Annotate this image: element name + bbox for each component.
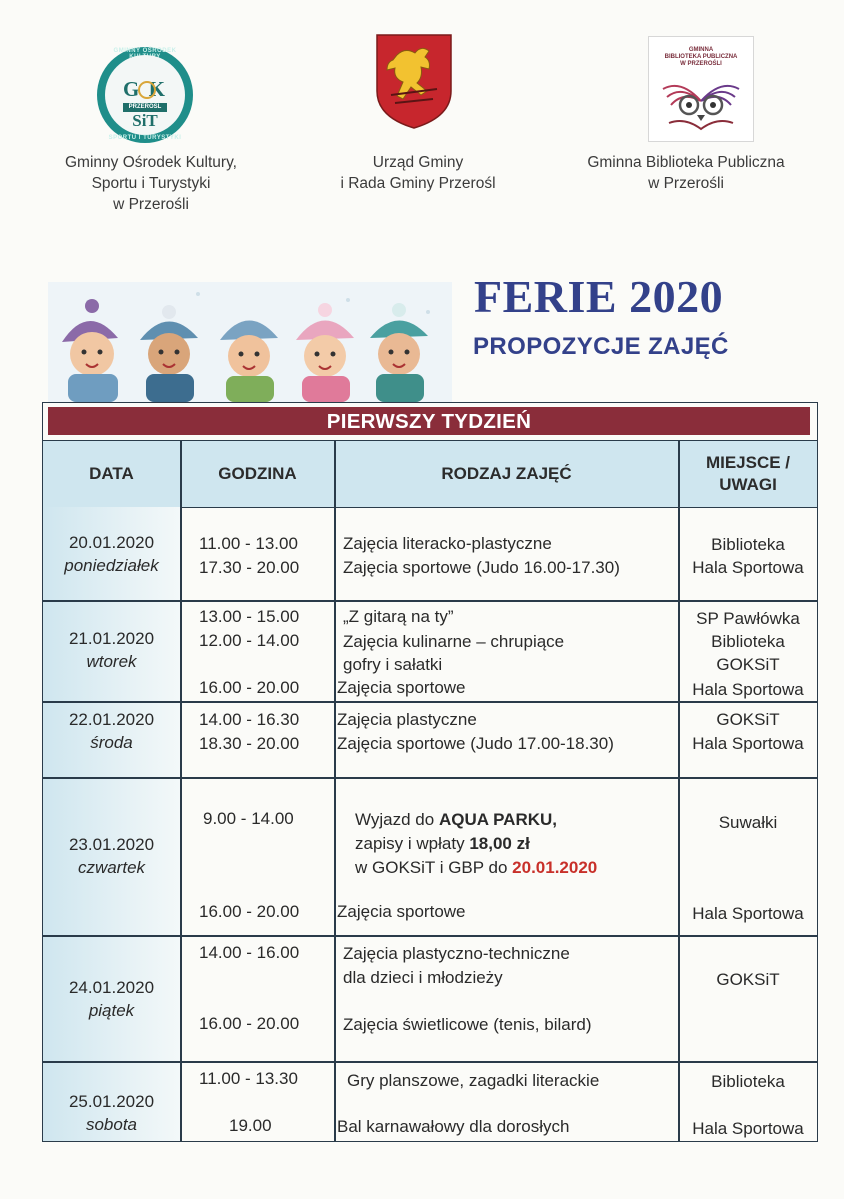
library-logo-text: GMINNA BIBLIOTEKA PUBLICZNA W PRZEROŚLI — [664, 47, 738, 67]
kids-illustration — [48, 282, 452, 407]
place-text: Biblioteka — [711, 535, 785, 554]
place-text: GOKSiT — [716, 710, 780, 729]
column-divider — [334, 440, 336, 1141]
schedule-table — [42, 402, 818, 1142]
activity-text: Zajęcia plastyczne — [337, 710, 477, 729]
row-date — [43, 1090, 180, 1136]
activity-text: dla dzieci i młodzieży — [343, 968, 503, 987]
activity-text: gofry i sałatki — [343, 655, 443, 674]
day-name: wtorek — [86, 652, 137, 671]
time-value: 11.00 - 13.30 — [199, 1069, 298, 1088]
activity-text: Zajęcia kulinarne – chrupiące — [343, 632, 565, 651]
gok-ring-bottom-text: SPORTU I TURYSTYKI — [108, 135, 182, 141]
activity-text: „Z gitarą na ty” — [343, 607, 454, 626]
column-divider — [180, 440, 182, 1141]
row-divider — [43, 777, 817, 779]
activity-text: Zajęcia sportowe — [337, 902, 466, 921]
page-subtitle: PROPOZYCJE ZAJĘĆ — [473, 333, 729, 360]
header-time: GODZINA — [218, 464, 297, 483]
time-value: 16.00 - 20.00 — [199, 1014, 300, 1033]
municipality-caption: Urząd Gminy i Rada Gminy Przerośl — [340, 154, 496, 192]
place-text: Biblioteka — [711, 632, 785, 651]
date-value: 22.01.2020 — [68, 710, 155, 729]
time-value: 16.00 - 20.00 — [199, 902, 300, 921]
gok-letters: G K — [123, 77, 167, 101]
row-date — [43, 531, 180, 577]
activity-text: Zajęcia sportowe (Judo 17.00-18.30) — [337, 734, 614, 753]
library-logo — [648, 36, 754, 142]
place-text: Hala Sportowa — [692, 680, 804, 699]
row-date — [43, 833, 180, 879]
time-value: 16.00 - 20.00 — [199, 678, 300, 697]
row-date — [43, 708, 180, 754]
activity-text: Zajęcia sportowe — [337, 678, 466, 697]
wheel-icon — [138, 81, 156, 105]
day-name: poniedziałek — [64, 556, 159, 575]
row-date — [43, 627, 180, 673]
time-value: 13.00 - 15.00 — [199, 607, 300, 626]
time-value: 14.00 - 16.00 — [199, 943, 300, 962]
page-title: FERIE 2020 — [474, 271, 724, 322]
activity-text: Zajęcia plastyczno-techniczne — [343, 944, 570, 963]
row-divider — [43, 1061, 817, 1063]
gok-sit: SiT — [132, 111, 158, 130]
row-date — [43, 976, 180, 1022]
time-value: 11.00 - 13.00 — [199, 534, 298, 553]
place-text: Hala Sportowa — [692, 904, 804, 923]
table-header — [43, 440, 817, 508]
date-value: 20.01.2020 — [68, 533, 155, 552]
place-text: Suwałki — [718, 813, 778, 832]
week-label: PIERWSZY TYDZIEŃ — [48, 407, 810, 435]
time-value: 14.00 - 16.30 — [199, 710, 300, 729]
date-value: 21.01.2020 — [68, 629, 155, 648]
time-value: 17.30 - 20.00 — [199, 558, 300, 577]
coat-of-arms-icon — [375, 33, 453, 134]
place-text: Hala Sportowa — [692, 558, 804, 577]
time-value: 19.00 — [229, 1116, 272, 1135]
gok-caption: Gminny Ośrodek Kultury, Sportu i Turystyki w Przerośli — [65, 154, 237, 213]
place-text: Hala Sportowa — [692, 734, 804, 753]
row-divider — [43, 701, 817, 703]
date-value: 24.01.2020 — [68, 978, 155, 997]
deadline-date: 20.01.2020 — [512, 858, 598, 877]
time-value: 12.00 - 14.00 — [199, 631, 300, 650]
place-text: Hala Sportowa — [692, 1119, 804, 1138]
date-value: 23.01.2020 — [68, 835, 155, 854]
header-date: DATA — [89, 464, 134, 483]
trip-line: Wyjazd do AQUA PARKU, — [355, 810, 557, 829]
time-value: 9.00 - 14.00 — [203, 809, 294, 828]
place-text: GOKSiT — [716, 970, 780, 989]
library-caption: Gminna Biblioteka Publiczna w Przerośli — [587, 154, 785, 192]
gok-logo — [97, 47, 193, 143]
day-name: czwartek — [77, 858, 146, 877]
activity-text: Zajęcia sportowe (Judo 16.00-17.30) — [343, 558, 620, 577]
trip-line: w GOKSiT i GBP do 20.01.2020 — [355, 858, 598, 877]
row-divider — [43, 935, 817, 937]
header-activity: RODZAJ ZAJĘĆ — [441, 464, 572, 483]
day-name: sobota — [85, 1115, 138, 1134]
activity-text: Gry planszowe, zagadki literackie — [347, 1071, 600, 1090]
place-text: SP Pawłówka — [696, 609, 800, 628]
place-text: Biblioteka — [711, 1072, 785, 1091]
gok-ring-top-text: GMINNY OŚRODEK — [113, 48, 177, 54]
date-value: 25.01.2020 — [68, 1092, 155, 1111]
day-name: piątek — [88, 1001, 135, 1020]
header-place: MIEJSCE / UWAGI — [705, 453, 791, 494]
time-value: 18.30 - 20.00 — [199, 734, 300, 753]
trip-line: zapisy i wpłaty 18,00 zł — [355, 834, 530, 853]
activity-text: Zajęcia literacko-plastyczne — [343, 534, 552, 553]
activity-text: Bal karnawałowy dla dorosłych — [337, 1117, 570, 1136]
owl-book-icon — [661, 71, 741, 135]
place-text: GOKSiT — [716, 655, 780, 674]
activity-text: Zajęcia świetlicowe (tenis, bilard) — [343, 1015, 592, 1034]
day-name: środa — [90, 733, 133, 752]
row-divider — [43, 600, 817, 602]
gok-town: PRZEROŚL — [123, 103, 167, 112]
